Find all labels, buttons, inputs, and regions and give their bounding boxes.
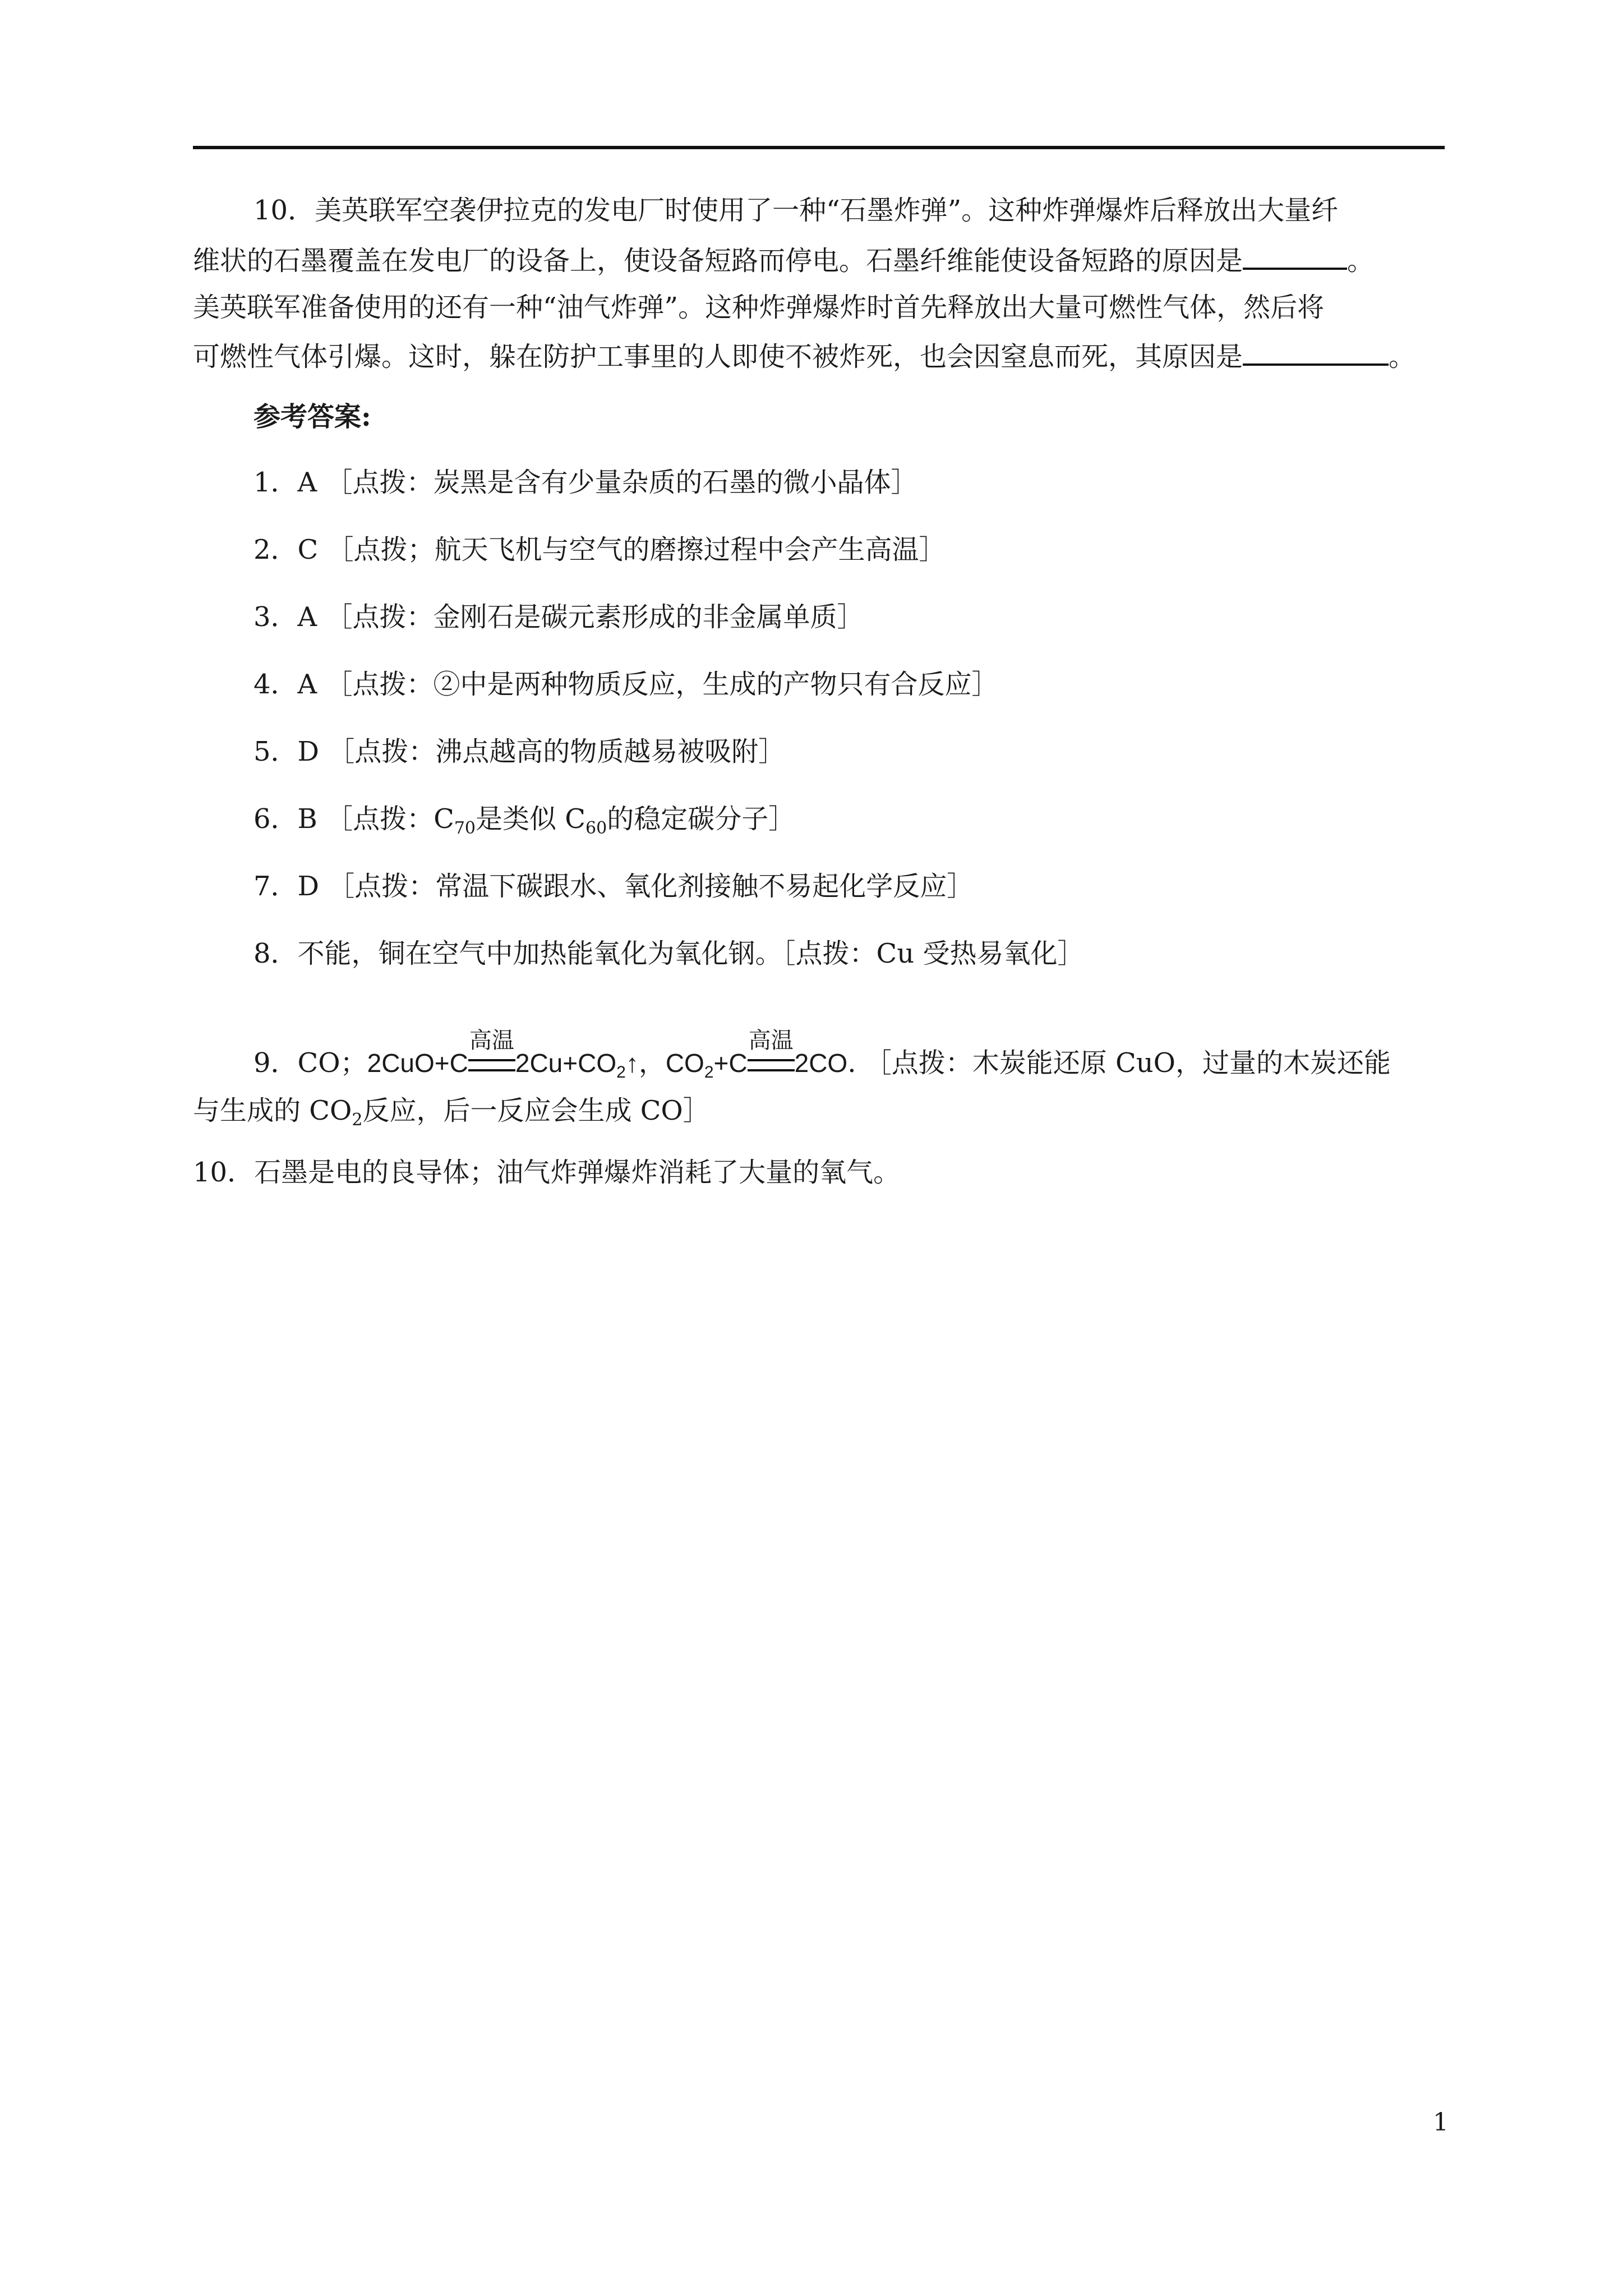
answer-8: 8．不能，铜在空气中加热能氧化为氧化钢。［点拨：Cu 受热易氧化］ xyxy=(253,938,1085,969)
question-10-line-2: 维状的石墨覆盖在发电厂的设备上，使设备短路而停电。石墨纤维能使设备短路的原因是 。 xyxy=(193,243,1455,278)
answer-9-line-2: 与生成的 $CO_2$反应，后一反应会生成 CO］ xyxy=(193,1095,710,1130)
answer-2: 2．C ［点拨；航天飞机与空气的磨擦过程中会产生高温］ xyxy=(253,534,946,565)
page-number: 1 xyxy=(1433,2108,1449,2137)
header-rule xyxy=(193,146,1445,149)
equation-1: 2CuO+C 高温 $2Cu+CO_2↑$ xyxy=(367,1028,639,1082)
answer-10: 10．石墨是电的良导体；油气炸弹爆炸消耗了大量的氧气。 xyxy=(193,1157,901,1188)
reaction-condition: 高温 xyxy=(468,1046,515,1080)
answer-7: 7．D ［点拨：常温下碳跟水、氧化剂接触不易起化学反应］ xyxy=(253,871,974,902)
question-10-line-4: 可燃性气体引爆。这时，躲在防护工事里的人即使不被炸死，也会因窒息而死，其原因是 。 xyxy=(193,339,1455,374)
answers-heading: 参考答案: xyxy=(253,401,371,432)
answer-1: 1．A ［点拨：炭黑是含有少量杂质的石墨的微小晶体］ xyxy=(253,467,918,498)
equation-2: $CO_2+C$ 高温 2CO xyxy=(665,1028,848,1082)
answer-blank-2 xyxy=(1243,339,1389,366)
answer-6: 6．B ［点拨：$C_{70}$是类似 $C_{60}$的稳定碳分子］ xyxy=(253,803,796,838)
answer-blank-1 xyxy=(1243,243,1347,270)
question-10-line-1: 10．美英联军空袭伊拉克的发电厂时使用了一种“石墨炸弹”。这种炸弹爆炸后释放出大量纤 xyxy=(253,195,1339,226)
answer-5: 5．D ［点拨：沸点越高的物质越易被吸附］ xyxy=(253,736,786,767)
question-10-line-3: 美英联军准备使用的还有一种“油气炸弹”。这种炸弹爆炸时首先释放出大量可燃性气体，然后将 xyxy=(193,292,1325,323)
reaction-condition: 高温 xyxy=(748,1046,795,1080)
answer-3: 3．A ［点拨：金刚石是碳元素形成的非金属单质］ xyxy=(253,601,864,633)
answer-9-line-1: 9．CO；2CuO+C 高温 $2Cu+CO_2↑$，$CO_2+C$ 高温 2CO. ［点拨：木炭能还原 CuO，过量的木炭还能 xyxy=(253,1028,1391,1082)
answer-4: 4．A ［点拨：②中是两种物质反应，生成的产物只有合反应］ xyxy=(253,669,999,700)
